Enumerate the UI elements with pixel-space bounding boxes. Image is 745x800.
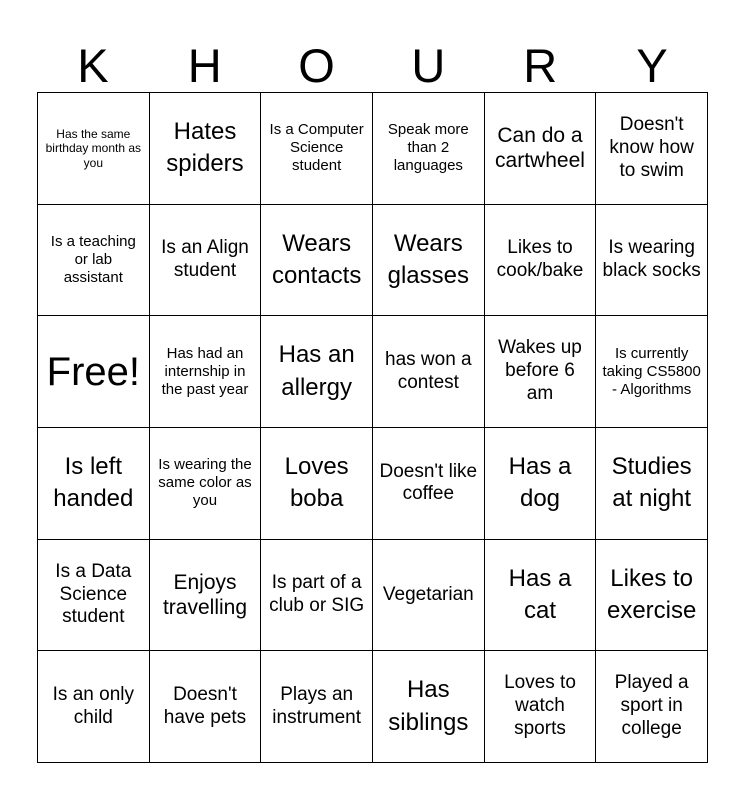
cell-text: Doesn't like coffee bbox=[379, 460, 478, 505]
bingo-cell[interactable] bbox=[38, 428, 150, 540]
cell-text: Played a sport in college bbox=[614, 672, 689, 740]
cell-text: Is a Data Science student bbox=[55, 560, 132, 628]
header-letter-h: H bbox=[187, 38, 222, 92]
header-letter-o: O bbox=[298, 38, 335, 92]
bingo-cell[interactable] bbox=[373, 428, 485, 540]
bingo-cell[interactable] bbox=[150, 316, 262, 428]
cell-text: Likes to exercise bbox=[606, 564, 697, 624]
cell-text: Is wearing the same color as you bbox=[158, 456, 252, 510]
bingo-cell[interactable] bbox=[38, 93, 150, 205]
bingo-cell[interactable] bbox=[373, 651, 485, 763]
cell-text: Plays an instrument bbox=[272, 683, 361, 728]
bingo-cell[interactable] bbox=[596, 540, 708, 652]
header-letter-k: K bbox=[77, 38, 109, 92]
bingo-cell[interactable] bbox=[596, 428, 708, 540]
cell-text: Studies at night bbox=[611, 452, 692, 513]
header-letter-y: Y bbox=[636, 38, 668, 92]
cell-text: Is wearing black socks bbox=[602, 237, 701, 281]
bingo-cell[interactable] bbox=[485, 205, 597, 317]
cell-text: Is an Align student bbox=[161, 237, 249, 281]
bingo-cell[interactable] bbox=[596, 651, 708, 763]
header-letter-u: U bbox=[411, 38, 446, 92]
bingo-cell[interactable] bbox=[150, 93, 262, 205]
cell-text: Loves boba bbox=[284, 452, 349, 513]
bingo-cell[interactable] bbox=[38, 651, 150, 763]
bingo-cell-free[interactable] bbox=[38, 316, 150, 428]
bingo-grid bbox=[37, 92, 708, 763]
bingo-cell[interactable] bbox=[596, 93, 708, 205]
bingo-cell[interactable] bbox=[150, 651, 262, 763]
cell-text: Loves to watch sports bbox=[504, 672, 576, 740]
cell-text: Is left handed bbox=[53, 452, 134, 513]
bingo-cell[interactable] bbox=[485, 651, 597, 763]
bingo-cell[interactable] bbox=[373, 205, 485, 317]
cell-text: Wakes up before 6 am bbox=[498, 337, 582, 405]
bingo-cell[interactable] bbox=[261, 428, 373, 540]
cell-text: Is a teaching or lab assistant bbox=[50, 232, 136, 286]
header-letter-r: R bbox=[523, 38, 558, 92]
cell-text: Wears glasses bbox=[387, 229, 469, 289]
cell-text: Enjoys travelling bbox=[162, 570, 248, 619]
bingo-cell[interactable] bbox=[150, 540, 262, 652]
cell-text: Has had an internship in the past year bbox=[161, 344, 249, 398]
bingo-header bbox=[37, 38, 708, 92]
bingo-cell[interactable] bbox=[261, 205, 373, 317]
bingo-cell[interactable] bbox=[373, 316, 485, 428]
cell-text: Has a cat bbox=[508, 564, 572, 624]
bingo-cell[interactable] bbox=[596, 205, 708, 317]
bingo-cell[interactable] bbox=[485, 93, 597, 205]
bingo-cell[interactable] bbox=[261, 316, 373, 428]
cell-text: Wears contacts bbox=[271, 229, 362, 289]
cell-text: Doesn't know how to swim bbox=[609, 114, 694, 181]
cell-text: Likes to cook/bake bbox=[496, 237, 584, 281]
bingo-cell[interactable] bbox=[261, 651, 373, 763]
cell-text: has won a contest bbox=[385, 348, 472, 393]
cell-text: Is currently taking CS5800 - Algorithms bbox=[602, 344, 701, 398]
cell-text: Vegetarian bbox=[382, 583, 474, 605]
cell-text: Speak more than 2 languages bbox=[387, 121, 469, 175]
bingo-cell[interactable] bbox=[261, 540, 373, 652]
bingo-cell[interactable] bbox=[596, 316, 708, 428]
bingo-cell[interactable] bbox=[373, 540, 485, 652]
cell-text: Has a dog bbox=[508, 452, 572, 513]
bingo-cell[interactable] bbox=[38, 205, 150, 317]
cell-text: Is part of a club or SIG bbox=[269, 572, 365, 616]
cell-text: Is an only child bbox=[52, 683, 134, 728]
bingo-cell[interactable] bbox=[38, 540, 150, 652]
bingo-cell[interactable] bbox=[150, 205, 262, 317]
cell-text: Is a Computer Science student bbox=[269, 121, 364, 175]
bingo-cell[interactable] bbox=[485, 428, 597, 540]
cell-text: Has siblings bbox=[388, 676, 469, 736]
bingo-cell[interactable] bbox=[485, 540, 597, 652]
bingo-cell[interactable] bbox=[261, 93, 373, 205]
bingo-cell[interactable] bbox=[373, 93, 485, 205]
cell-text: Hates spiders bbox=[166, 117, 244, 178]
cell-text: Doesn't have pets bbox=[163, 683, 247, 728]
cell-text: Can do a cartwheel bbox=[495, 124, 585, 173]
cell-text: Has the same birthday month as you bbox=[45, 126, 142, 170]
cell-text: Has an allergy bbox=[278, 341, 355, 401]
bingo-cell[interactable] bbox=[485, 316, 597, 428]
cell-text: Free! bbox=[46, 349, 140, 394]
bingo-cell[interactable] bbox=[150, 428, 262, 540]
